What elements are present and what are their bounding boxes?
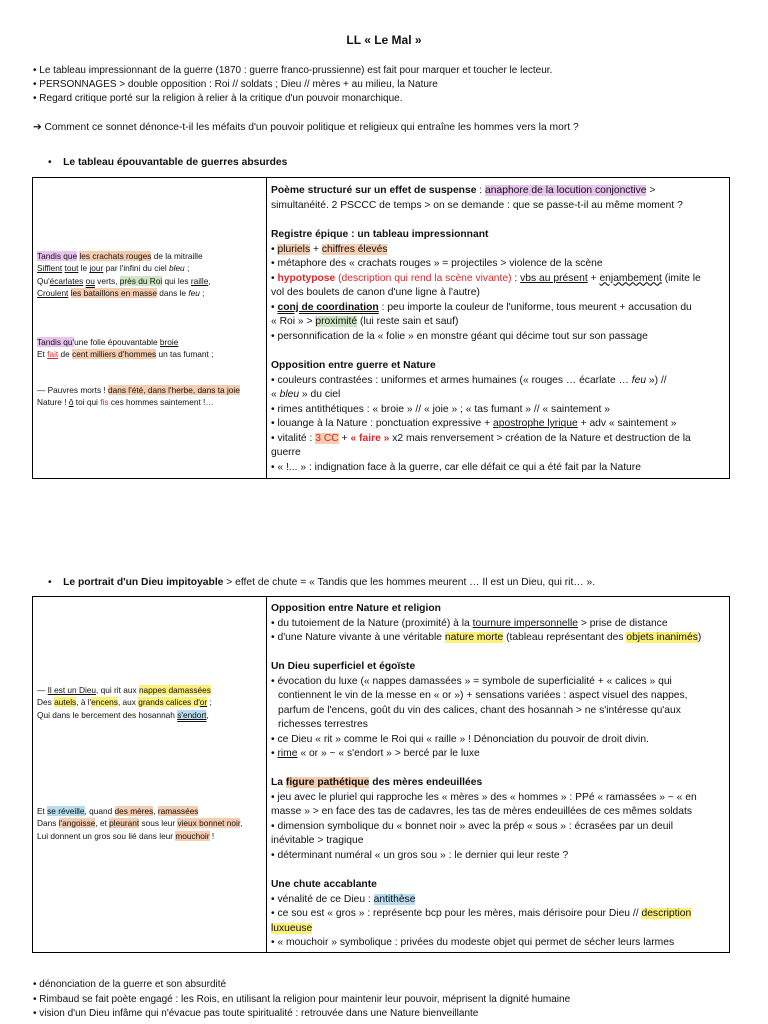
section-1-title: Le tableau épouvantable de guerres absurdes (63, 157, 288, 168)
analysis-block-chute (271, 878, 723, 951)
analysis-line: • pluriels + chiffres élevés (271, 243, 388, 255)
analysis-block-epique (271, 228, 723, 344)
analysis-line: • rimes antithétiques : « broie » // « joie » ; « tas fumant » // « saintement » (271, 403, 611, 415)
bullet: • (48, 577, 52, 588)
poem-line: Qui dans le bercement des hosannah s'endort, (37, 709, 209, 720)
analysis-line: • personnification de la « folie » en monstre géant qui décime tout sur son passage (271, 330, 648, 342)
analysis-line: Poème structuré sur un effet de suspense : anaphore de la locution conjonctive > (271, 185, 656, 196)
analysis-line: • hypotypose (description qui rend la scène vivante) : vbs au présent + enjambement (imite le (271, 272, 701, 284)
section-2-title: Le portrait d'un Dieu impitoyable (63, 577, 224, 588)
analysis-line: « bleu » du ciel (271, 389, 341, 400)
analysis-heading: La figure pathétique des mères endeuillées (271, 777, 483, 788)
analysis-line: • d'une Nature vivante à une véritable nature morte (tableau représentant des objets inanimés) (271, 632, 702, 643)
analysis-table-1 (32, 177, 730, 479)
poem-line: Et se réveille, quand des mères, ramassées (37, 806, 199, 816)
page-title: LL « Le Mal » (346, 33, 422, 47)
poem-line: Tandis qu'une folie épouvantable broie (37, 337, 179, 347)
intro-line-1: • Le tableau impressionnant de la guerre (1870 : guerre franco-prussienne) est fait pour marquer et toucher le lecteur. (33, 65, 553, 76)
poem-stanza-1 (37, 250, 265, 299)
problem-question: ➔ Comment ce sonnet dénonce-t-il les méfaits d'un pouvoir politique et religieux qui entraîne les hommes vers la mort ? (33, 122, 579, 133)
poem-line: — Pauvres morts ! dans l'été, dans l'herbe, dans ta joie (37, 385, 240, 395)
analysis-line: • métaphore des « crachats rouges » = projectiles > violence de la scène (271, 258, 603, 269)
analysis-block-nature (271, 359, 723, 475)
analysis-heading: Registre épique : un tableau impressionnant (271, 229, 489, 240)
analysis-block-religion (271, 602, 723, 646)
analysis-block-dieu (271, 660, 723, 762)
bullet: • (48, 157, 52, 168)
analysis-heading: Opposition entre Nature et religion (271, 603, 441, 614)
poem-line: Lui donnent un gros sou lié dans leur mouchoir ! (37, 830, 215, 841)
analysis-table-2 (32, 596, 730, 953)
analysis-line: • louange à la Nature : ponctuation expressive + apostrophe lyrique + adv « saintement » (271, 418, 677, 429)
conclusion (33, 978, 570, 1022)
analysis-line: parfum de l'encens, goût du vin des calices, chant des hosannah > ne s'intéresse qu'aux (278, 704, 681, 716)
analysis-line: simultanéité. 2 PSCCC de temps > on se demande : que se passe-t-il au même moment ? (271, 199, 683, 211)
analysis-heading: Opposition entre guerre et Nature (271, 360, 436, 371)
analysis-line: • du tutoiement de la Nature (proximité) à la tournure impersonnelle > prise de distance (271, 617, 668, 629)
poem-line: Sifflent tout le jour par l'infini du ciel bleu ; (37, 263, 190, 274)
poem-line: Tandis que les crachats rouges de la mitraille (37, 251, 203, 261)
section-2-subtitle: > effet de chute = « Tandis que les hommes meurent … Il est un Dieu, qui rit… ». (223, 577, 596, 588)
section-1-heading (48, 157, 287, 168)
analysis-line: • couleurs contrastées : uniformes et armes humaines (« rouges … écarlate … feu ») // (271, 374, 667, 386)
poem-line: Croulent les bataillons en masse dans le feu ; (37, 287, 205, 298)
analysis-line: • conj de coordination : peu importe la couleur de l'uniforme, tous meurent + accusation du (271, 301, 692, 313)
analysis-line: contiennent le vin de la messe en « or ») + sensations variées : aspect visuel des nappes, (278, 690, 688, 701)
analysis-block-meres (271, 776, 723, 863)
poem-stanza-2 (37, 336, 265, 361)
analysis-line: luxueuse (271, 922, 313, 934)
poem-line: Nature ! ô toi qui fis ces hommes saintement !… (37, 397, 214, 408)
analysis-line: • ce Dieu « rit » comme le Roi qui « raille » ! Dénonciation du pouvoir de droit divin. (271, 733, 649, 745)
analysis-heading: Une chute accablante (271, 879, 377, 890)
analysis-line: richesses terrestres (278, 719, 368, 730)
conclusion-line-1: • dénonciation de la guerre et son absurdité (33, 979, 227, 990)
analysis-line: masse » > en face des tas de cadavres, les tas de mères endeuillées de ces mêmes soldats (271, 806, 692, 817)
poem-line: Dans l'angoisse, et pleurant sous leur vieux bonnet noir, (37, 818, 243, 829)
poem-line: Qu'écarlates ou verts, près du Roi qui les raille, (37, 275, 211, 286)
analysis-line: guerre (271, 447, 301, 458)
section-2-heading (48, 577, 595, 588)
analysis-line: • rime « or » ~ « s'endort » > bercé par le luxe (271, 748, 480, 759)
analysis-line: • vénalité de ce Dieu : antithèse (271, 893, 416, 905)
analysis-line: • déterminant numéral « un gros sou » : le dernier qui leur reste ? (271, 849, 569, 861)
poem-stanza-5 (37, 805, 265, 842)
poem-line: Et fait de cent milliers d'hommes un tas fumant ; (37, 349, 214, 360)
column-divider (266, 178, 267, 478)
analysis-line: inévitable > tragique (271, 835, 364, 846)
analysis-line: vol des boulets de canon d'une ligne à l'autre) (271, 287, 480, 298)
analysis-line: • « mouchoir » symbolique : privées du modeste objet qui permet de sécher leurs larmes (271, 937, 675, 948)
conclusion-line-3: • vision d'un Dieu infâme qui n'évacue pas toute spiritualité : retrouvée dans une Nature bienveillante (33, 1008, 479, 1019)
analysis-line: « Roi » > proximité (lui reste sain et sauf) (271, 316, 459, 327)
poem-line: Des autels, à l'encens, aux grands calices d'or ; (37, 697, 212, 708)
analysis-line: • ce sou est « gros » : représente bcp pour les mères, mais dérisoire pour Dieu // description (271, 908, 692, 919)
analysis-block-suspense (271, 184, 723, 213)
poem-line: — Il est un Dieu, qui rit aux nappes damassées (37, 685, 211, 695)
poem-stanza-4 (37, 684, 265, 721)
intro-line-3: • Regard critique porté sur la religion à relier à la critique d'un pouvoir monarchique. (33, 93, 403, 104)
analysis-line: • évocation du luxe (« nappes damassées » = symbole de superficialité + « calices » qui (271, 675, 672, 687)
column-divider (266, 597, 267, 952)
analysis-line: • dimension symbolique du « bonnet noir » avec la prép « sous » : écrasées par un deuil (271, 820, 673, 832)
analysis-line: • vitalité : 3 CC + « faire » x2 mais renversement > création de la Nature et destruction de la (271, 432, 691, 444)
poem-stanza-3 (37, 384, 265, 409)
analysis-heading: Un Dieu superficiel et égoïste (271, 661, 416, 672)
analysis-line: • jeu avec le pluriel qui rapproche les « mères » des « hommes » : PPé « ramassées » ~ « en (271, 791, 697, 803)
intro-line-2: • PERSONNAGES > double opposition : Roi // soldats ; Dieu // mères + au milieu, la Nature (33, 79, 438, 90)
conclusion-line-2: • Rimbaud se fait poète engagé : les Rois, en utilisant la religion pour maintenir leur pouvoir, méprisent la dignité humaine (33, 993, 571, 1005)
analysis-line: • « !... » : indignation face à la guerre, car elle défait ce qui a été fait par la Nature (271, 461, 641, 473)
